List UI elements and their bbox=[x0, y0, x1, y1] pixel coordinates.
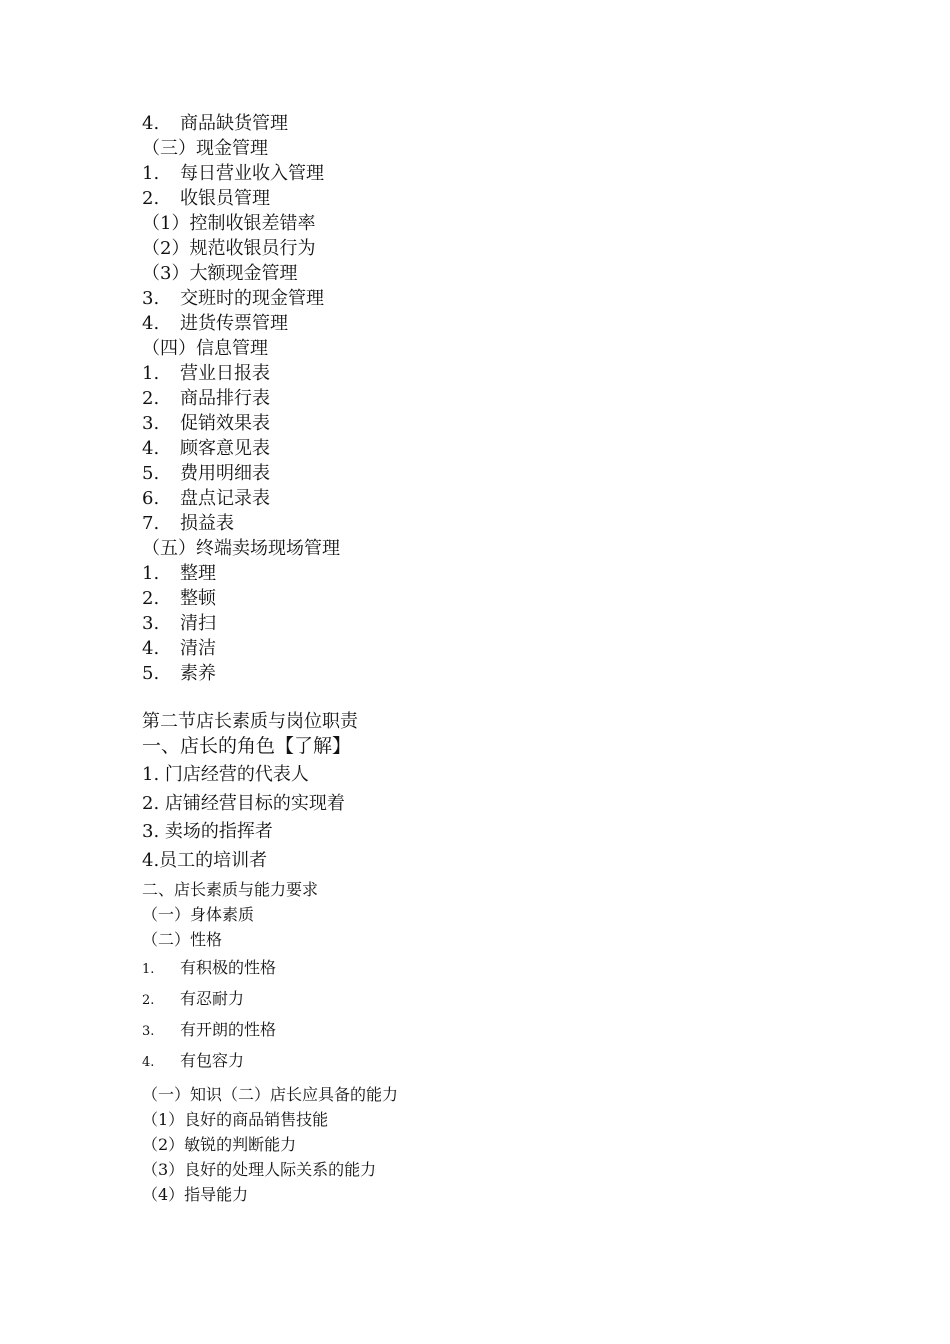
heading-text: （四）信息管理 bbox=[142, 338, 268, 359]
heading-text: （五）终端卖场现场管理 bbox=[142, 538, 340, 559]
list-item bbox=[142, 615, 216, 633]
item-number: 1. bbox=[142, 363, 160, 384]
item-text: 商品缺货管理 bbox=[180, 113, 288, 134]
list-item bbox=[142, 315, 288, 333]
item-number: 4. bbox=[142, 438, 160, 459]
item-number: 4. bbox=[142, 113, 160, 134]
item-text: （2）规范收银员行为 bbox=[142, 238, 316, 259]
item-text: 顾客意见表 bbox=[180, 438, 270, 459]
list-item bbox=[142, 515, 234, 533]
item-number: 4. bbox=[142, 313, 160, 334]
item-text: 有积极的性格 bbox=[180, 958, 277, 977]
item-text: 费用明细表 bbox=[180, 463, 270, 484]
section-heading bbox=[142, 540, 340, 558]
item-number: 5. bbox=[142, 663, 160, 684]
item-number: 2. bbox=[142, 388, 160, 409]
item-text: 商品排行表 bbox=[180, 388, 270, 409]
item-number: 1. bbox=[142, 163, 160, 184]
list-item bbox=[142, 165, 324, 183]
item-text: 有忍耐力 bbox=[180, 989, 245, 1008]
body-heading: （一）身体素质 bbox=[142, 905, 255, 924]
item-text: 进货传票管理 bbox=[180, 313, 288, 334]
knowledge-heading: （一）知识（二）店长应具备的能力 bbox=[142, 1085, 399, 1104]
section-heading bbox=[142, 340, 268, 358]
item-text: 收银员管理 bbox=[180, 188, 270, 209]
item-number: 2. bbox=[142, 993, 155, 1008]
list-item bbox=[142, 490, 270, 508]
item-number: 5. bbox=[142, 463, 160, 484]
sub-item bbox=[142, 265, 297, 283]
list-item bbox=[142, 390, 270, 408]
item-number: 3. bbox=[142, 288, 160, 309]
item-number: 6. bbox=[142, 488, 160, 509]
sub-item bbox=[142, 215, 315, 233]
item-number: 4. bbox=[142, 1055, 155, 1070]
section-heading bbox=[142, 140, 268, 158]
item-text: 素养 bbox=[180, 663, 216, 684]
ability-item: （2）敏锐的判断能力 bbox=[142, 1135, 297, 1154]
item-number: 3. bbox=[142, 413, 160, 434]
item-text: 盘点记录表 bbox=[180, 488, 270, 509]
role-heading: 一、店长的角色【了解】 bbox=[142, 735, 352, 757]
chapter-heading: 第二节店长素质与岗位职责 bbox=[142, 711, 358, 732]
item-number: 3. bbox=[142, 613, 160, 634]
item-text: （1）控制收银差错率 bbox=[142, 213, 316, 234]
list-item bbox=[142, 290, 324, 308]
trait-item bbox=[142, 991, 244, 1007]
list-item bbox=[142, 440, 270, 458]
item-number: 1. bbox=[142, 563, 160, 584]
heading-text: （三）现金管理 bbox=[142, 138, 268, 159]
trait-item bbox=[142, 960, 276, 976]
item-text: 促销效果表 bbox=[180, 413, 270, 434]
list-item bbox=[142, 565, 216, 583]
list-item bbox=[142, 465, 270, 483]
list-item bbox=[142, 190, 270, 208]
ability-item: （3）良好的处理人际关系的能力 bbox=[142, 1160, 377, 1179]
item-number: 1. bbox=[142, 962, 155, 977]
item-number: 2. bbox=[142, 588, 160, 609]
role-item: 4.员工的培训者 bbox=[142, 850, 268, 871]
ability-item: （4）指导能力 bbox=[142, 1185, 249, 1204]
role-item: 1. 门店经营的代表人 bbox=[142, 764, 309, 785]
list-item bbox=[142, 365, 270, 383]
role-item: 2. 店铺经营目标的实现着 bbox=[142, 793, 345, 814]
item-text: （3）大额现金管理 bbox=[142, 263, 298, 284]
sub-item bbox=[142, 240, 315, 258]
item-text: 清洁 bbox=[180, 638, 216, 659]
ability-item: （1）良好的商品销售技能 bbox=[142, 1110, 329, 1129]
item-number: 2. bbox=[142, 188, 160, 209]
item-text: 每日营业收入管理 bbox=[180, 163, 324, 184]
character-heading: （二）性格 bbox=[142, 930, 223, 949]
item-text: 损益表 bbox=[180, 513, 234, 534]
item-number: 7. bbox=[142, 513, 160, 534]
item-text: 交班时的现金管理 bbox=[180, 288, 324, 309]
trait-item bbox=[142, 1053, 244, 1069]
item-text: 营业日报表 bbox=[180, 363, 270, 384]
role-item: 3. 卖场的指挥者 bbox=[142, 821, 273, 842]
item-text: 有开朗的性格 bbox=[180, 1020, 277, 1039]
item-text: 整理 bbox=[180, 563, 216, 584]
list-item bbox=[142, 640, 216, 658]
quality-heading: 二、店长素质与能力要求 bbox=[142, 880, 319, 899]
list-item bbox=[142, 415, 270, 433]
item-text: 清扫 bbox=[180, 613, 216, 634]
item-number: 4. bbox=[142, 638, 160, 659]
list-item bbox=[142, 115, 288, 133]
item-number: 3. bbox=[142, 1024, 155, 1039]
list-item bbox=[142, 590, 216, 608]
list-item bbox=[142, 665, 216, 683]
trait-item bbox=[142, 1022, 276, 1038]
item-text: 整顿 bbox=[180, 588, 216, 609]
item-text: 有包容力 bbox=[180, 1051, 245, 1070]
